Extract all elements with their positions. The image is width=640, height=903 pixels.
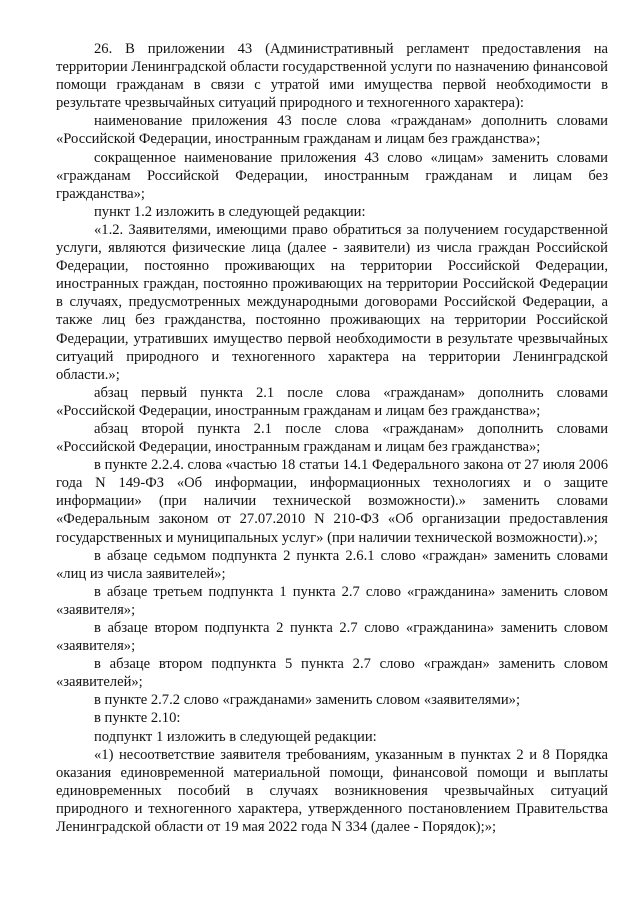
paragraph-2-7-sub2: в абзаце втором подпункта 2 пункта 2.7 слово «гражданина» заменить словом «заявителя»; (56, 620, 608, 655)
paragraph-2-7-2: в пункте 2.7.2 слово «гражданами» заменить словом «заявителями»; (94, 692, 521, 709)
paragraph-2-1-second: абзац второй пункта 2.1 после слова «гражданам» дополнить словами «Российской Федерации, иностранным гражданам и лицам без гражданства»; (56, 420, 608, 456)
paragraph-short-title-amendment: сокращенное наименование приложения 43 слово «лицам» заменить словами «гражданам Российской Федерации, иностранным гражданам и лицам без гражданства»; (56, 149, 608, 202)
paragraph-sub1-heading: подпункт 1 изложить в следующей редакции: (94, 728, 377, 745)
paragraph-26-intro: 26. В приложении 43 (Административный регламент предоставления на территории Ленинградской области государственной услуги по назначению финансовой помощи гражданам в связи с утратой ими имущества первой необходимости в результате чрезвычайных ситуаций природного и техногенного характера): (56, 41, 608, 112)
paragraph-title-amendment: наименование приложения 43 после слова «гражданам» дополнить словами «Российской Федерации, иностранным гражданам и лицам без гражданства»; (56, 113, 608, 148)
paragraph-item-1-2-heading: пункт 1.2 изложить в следующей редакции: (94, 203, 366, 220)
paragraph-2-6-1: в абзаце седьмом подпункта 2 пункта 2.6.1 слово «граждан» заменить словами «лиц из числа заявителей»; (56, 547, 608, 582)
paragraph-2-7-sub1: в абзаце третьем подпункта 1 пункта 2.7 слово «гражданина» заменить словом «заявителя»; (56, 583, 608, 618)
paragraph-2-1-first: абзац первый пункта 2.1 после слова «гражданам» дополнить словами «Российской Федерации, иностранным гражданам и лицам без гражданства»; (56, 384, 608, 419)
paragraph-2-2-4: в пункте 2.2.4. слова «частью 18 статьи 14.1 Федерального закона от 27 июля 2006 года N 149-ФЗ «Об информации, информационных технологиях и о защите информации» (при наличии технической возможности).» заменить словами «Федеральным законом от 27.07.2010 N 210-ФЗ «Об организации предоставления государственных и муниципальных услуг» (при наличии технической возможности).»; (56, 457, 608, 546)
document-page (56, 40, 608, 836)
paragraph-sub1-text: «1) несоответствие заявителя требованиям, указанным в пунктах 2 и 8 Порядка оказания единовременной материальной помощи, финансовой помощи и выплаты единовременных пособий в случаях возникновения чрезвычайных ситуаций природного и техногенного характера, утвержденного постановлением Правительства Ленинградской области от 19 мая 2022 года N 334 (далее - Порядок);»; (56, 746, 608, 836)
paragraph-2-10: в пункте 2.10: (94, 710, 181, 727)
paragraph-2-7-sub5: в абзаце втором подпункта 5 пункта 2.7 слово «граждан» заменить словом «заявителей»; (56, 656, 608, 691)
paragraph-item-1-2-text: «1.2. Заявителями, имеющими право обратиться за получением государственной услуги, являются физические лица (далее - заявители) из числа граждан Российской Федерации, постоянно проживающих на территории Российской Федерации, иностранных граждан, постоянно проживающих на территории Российской Федерации в случаях, предусмотренных международными договорами Российской Федерации, а также лиц без гражданства, постоянно проживающих на территории Российской Федерации, утративших имущество первой необходимости в результате чрезвычайных ситуаций природного и техногенного характера на территории Ленинградской области.»; (56, 221, 608, 383)
